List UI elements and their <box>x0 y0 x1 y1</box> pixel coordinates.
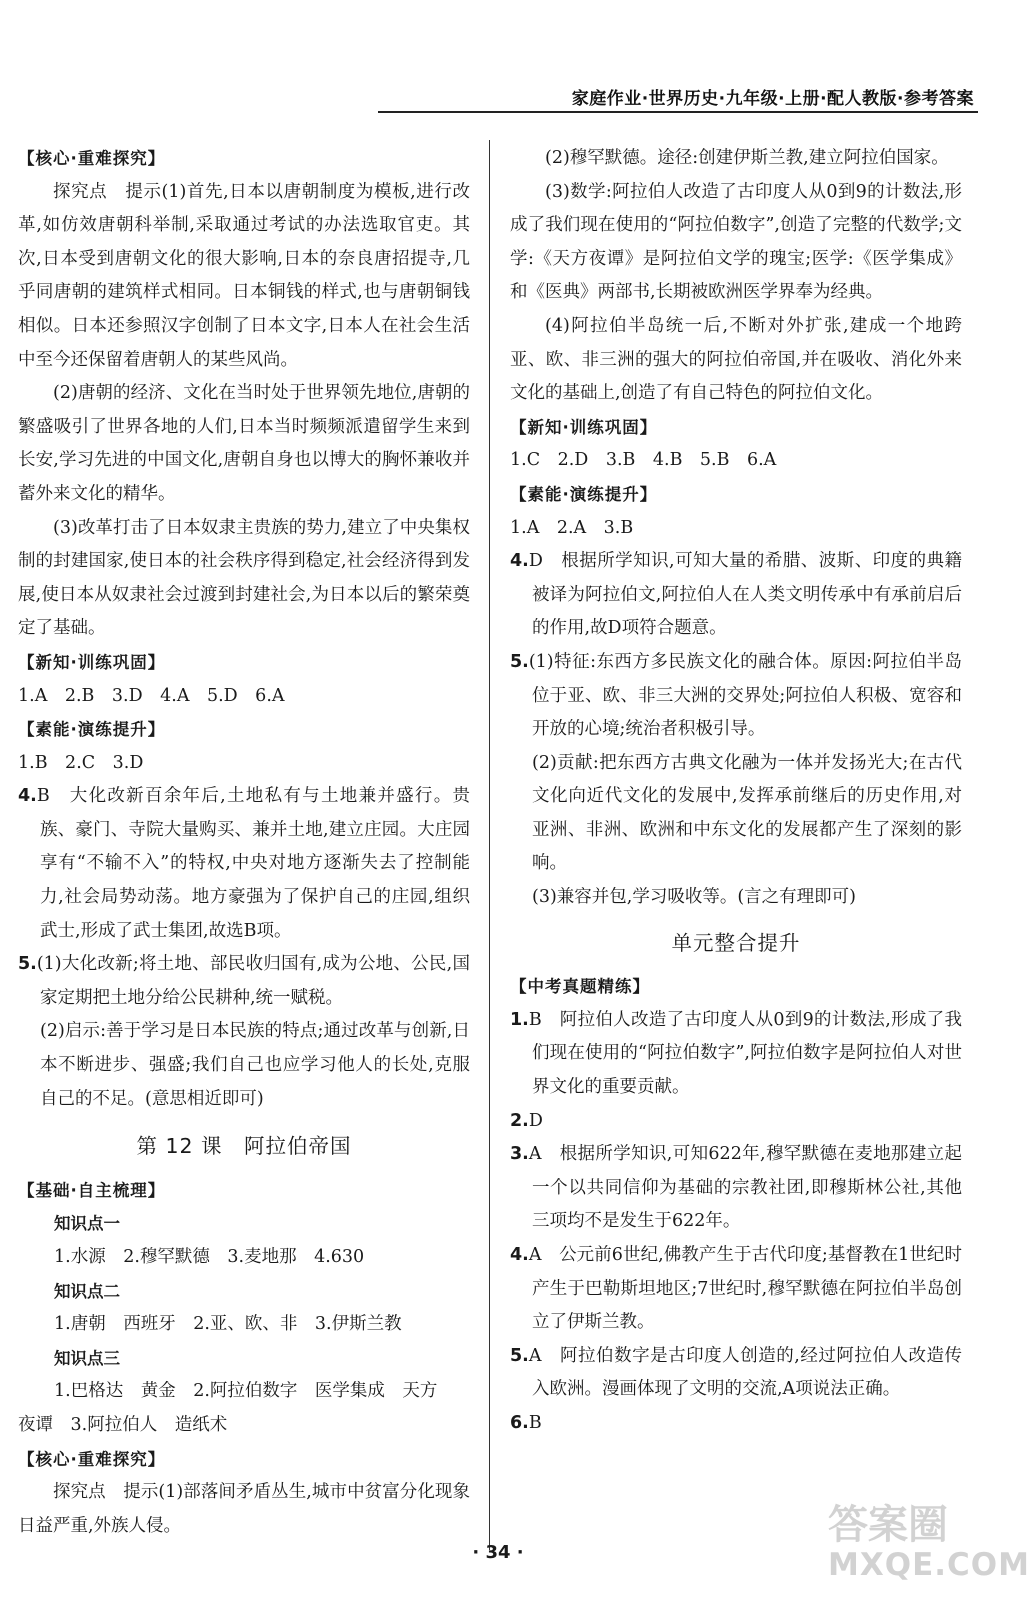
section-heading: 【中考真题精练】 <box>510 977 650 997</box>
question-number: 6. <box>510 1412 529 1433</box>
page-number: · 34 · <box>472 1542 524 1563</box>
knowledge-point-label: 知识点一 <box>54 1214 120 1234</box>
question-item <box>510 545 962 646</box>
question-number: 3. <box>510 1144 529 1165</box>
question-number: 5. <box>510 651 529 672</box>
question-text: B 阿拉伯人改造了古印度人从0到9的计数法,形成了我们现在使用的“阿拉伯数字”,阿拉伯数字是阿拉伯人对世界文化的重要贡献。 <box>528 1009 962 1098</box>
question-number: 5. <box>18 954 37 975</box>
question-text: A 阿拉伯数字是古印度人创造的,经过阿拉伯人改造传入欧洲。漫画体现了文明的交流,A项说法正确。 <box>528 1345 962 1400</box>
section-heading: 【核心·重难探究】 <box>18 149 166 168</box>
lesson-title: 第 12 课 阿拉伯帝国 <box>136 1134 352 1159</box>
answer-line: 1.A 2.B 3.D 4.A 5.D 6.A <box>18 685 285 706</box>
question-number: 4. <box>510 551 529 572</box>
question-continuation: (2)启示:善于学习是日本民族的特点;通过改革与创新,日本不断进步、强盛;我们自己也应学习他人的长处,克服自己的不足。(意思相近即可) <box>40 1021 470 1109</box>
answer-paragraph: (2)穆罕默德。途径:创建伊斯兰教,建立阿拉伯国家。 <box>545 148 949 168</box>
question-number: 1. <box>510 1009 529 1030</box>
right-column <box>510 142 962 1441</box>
header-rule <box>378 111 978 113</box>
answer-line: 夜谭 3.阿拉伯人 造纸术 <box>18 1414 228 1435</box>
question-text: B <box>528 1412 542 1433</box>
answer-paragraph: (3)数学:阿拉伯人改造了古印度人从0到9的计数法,形成了我们现在使用的“阿拉伯数字”,创造了完整的代数学;文学:《天方夜谭》是阿拉伯文学的瑰宝;医学:《医学集成》和《医典》两部书,长期被欧洲医学界奉为经典。 <box>510 181 962 303</box>
watermark-logo <box>828 1502 1030 1592</box>
question-number: 5. <box>510 1345 529 1366</box>
question-text: (1)特征:东西方多民族文化的融合体。原因:阿拉伯半岛位于亚、欧、非三大洲的交界处;阿拉伯人积极、宽容和开放的心境;统治者积极引导。 <box>528 651 962 740</box>
section-heading: 【新知·训练巩固】 <box>510 417 658 437</box>
answer-line: 1.C 2.D 3.B 4.B 5.B 6.A <box>510 450 777 471</box>
section-heading: 【基础·自主梳理】 <box>18 1180 166 1200</box>
answer-paragraph: (4)阿拉伯半岛统一后,不断对外扩张,建成一个地跨亚、欧、非三洲的强大的阿拉伯帝国,并在吸收、消化外来文化的基础上,创造了有自己特色的阿拉伯文化。 <box>510 315 962 404</box>
question-item <box>510 1407 962 1441</box>
answer-line: 1.水源 2.穆罕默德 3.麦地那 4.630 <box>54 1247 365 1267</box>
question-continuation: (3)兼容并包,学习吸收等。(言之有理即可) <box>532 887 857 908</box>
left-column <box>18 142 470 1543</box>
answer-line: 1.A 2.A 3.B <box>510 517 634 538</box>
question-item <box>510 1239 962 1340</box>
question-item <box>18 948 470 1015</box>
section-heading: 【新知·训练巩固】 <box>18 652 166 672</box>
watermark-text-bottom: MXQE.COM <box>828 1547 1030 1583</box>
question-text: D <box>528 1110 543 1131</box>
question-text: B 大化改新百余年后,土地私有与土地兼并盛行。贵族、豪门、寺院大量购买、兼并土地,建立庄园。大庄园享有“不输不入”的特权,中央对地方逐渐失去了控制能力,社会局势动荡。地方豪强为了保护自己的庄园,组织武士,形成了武士集团,故选B项。 <box>36 786 470 941</box>
question-item <box>510 1105 962 1139</box>
question-item <box>18 780 470 948</box>
section-heading: 【核心·重难探究】 <box>18 1449 166 1469</box>
question-text: D 根据所学知识,可知大量的希腊、波斯、印度的典籍被译为阿拉伯文,阿拉伯人在人类文明传承中有承前启后的作用,故D项符合题意。 <box>528 551 962 639</box>
answer-line: 1.B 2.C 3.D <box>18 752 144 773</box>
question-item <box>510 646 962 747</box>
page-header: 家庭作业·世界历史·九年级·上册·配人教版·参考答案 <box>571 89 974 109</box>
answer-line: 1.巴格达 黄金 2.阿拉伯数字 医学集成 天方 <box>54 1381 438 1402</box>
knowledge-point-label: 知识点三 <box>54 1348 120 1368</box>
section-heading: 【素能·演练提升】 <box>510 484 658 504</box>
watermark-text-top: 答案圈 <box>828 1502 948 1548</box>
explore-paragraph-1: 探究点 提示(1)首先,日本以唐朝制度为模板,进行改革,如仿效唐朝科举制,采取通过考试的办法选取官吏。其次,日本受到唐朝文化的很大影响,日本的奈良唐招提寺,几乎同唐朝的建筑样式相同。日本铜钱的样式,也与唐朝铜钱相似。日本还参照汉字创制了日本文字,日本人在社会生活中至今还保留着唐朝人的某些风尚。 <box>18 181 470 370</box>
knowledge-point-label: 知识点二 <box>54 1281 120 1301</box>
question-continuation: (2)贡献:把东西方古典文化融为一体并发扬光大;在古代文化向近代文化的发展中,发挥承前继后的历史作用,对亚洲、非洲、欧洲和中东文化的发展都产生了深刻的影响。 <box>532 752 962 874</box>
question-item <box>510 1138 962 1239</box>
section-heading: 【素能·演练提升】 <box>18 720 166 740</box>
column-divider <box>489 140 490 1550</box>
explore-paragraph-3: (3)改革打击了日本奴隶主贵族的势力,建立了中央集权制的封建国家,使日本的社会秩序得到稳定,社会经济得到发展,使日本从奴隶社会过渡到封建社会,为日本以后的繁荣奠定了基础。 <box>18 517 470 639</box>
question-item <box>510 1340 962 1407</box>
question-text: A 公元前6世纪,佛教产生于古代印度;基督教在1世纪时产生于巴勒斯坦地区;7世纪时,穆罕默德在阿拉伯半岛创立了伊斯兰教。 <box>528 1245 962 1333</box>
explore-paragraph: 探究点 提示(1)部落间矛盾丛生,城市中贫富分化现象日益严重,外族人侵。 <box>18 1482 470 1536</box>
unit-title: 单元整合提升 <box>671 930 801 955</box>
explore-paragraph-2: (2)唐朝的经济、文化在当时处于世界领先地位,唐朝的繁盛吸引了世界各地的人们,日本当时频频派遣留学生来到长安,学习先进的中国文化,唐朝自身也以博大的胸怀兼收并蓄外来文化的精华。 <box>18 383 470 504</box>
question-text: (1)大化改新;将土地、部民收归国有,成为公地、公民,国家定期把土地分给公民耕种,统一赋税。 <box>36 954 470 1008</box>
question-number: 2. <box>510 1110 529 1131</box>
question-number: 4. <box>510 1245 529 1265</box>
question-text: A 根据所学知识,可知622年,穆罕默德在麦地那建立起一个以共同信仰为基础的宗教社团,即穆斯林公社,其他三项均不是发生于622年。 <box>528 1144 962 1232</box>
answer-line: 1.唐朝 西班牙 2.亚、欧、非 3.伊斯兰教 <box>54 1314 402 1335</box>
question-item <box>510 1004 962 1105</box>
question-number: 4. <box>18 786 37 807</box>
